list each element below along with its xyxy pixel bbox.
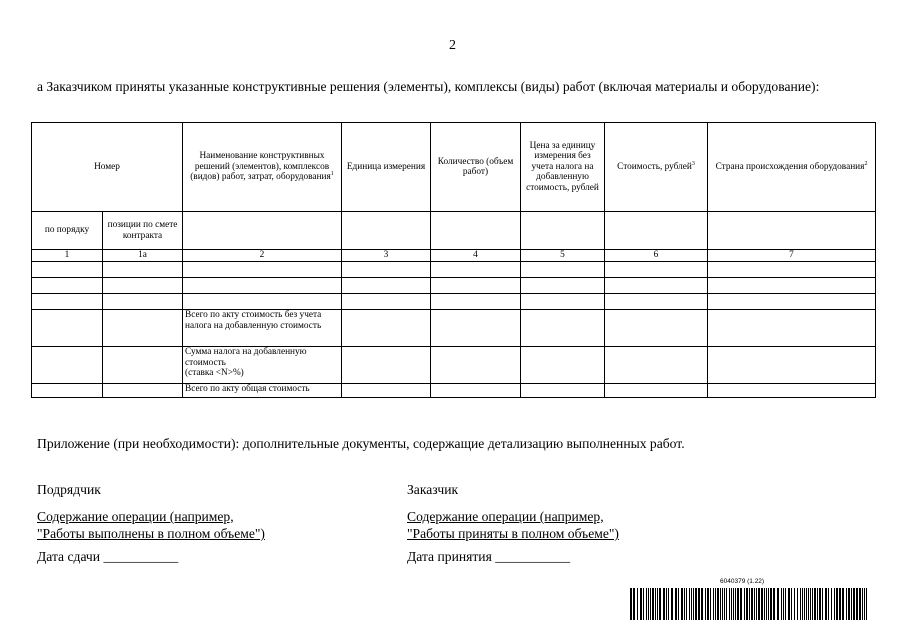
contractor-operation-line1: Содержание операции (например, [37,509,234,524]
works-table [31,122,876,398]
contractor-title: Подрядчик [37,482,101,497]
column-number: 1а [103,250,183,262]
header-qty: Количество (объем работ) [431,123,521,212]
header-cost: Стоимость, рублей$^3$ [605,123,708,212]
table-row [32,262,876,278]
header-name: Наименование конструктивных решений (элементов), комплексов (видов) работ, затрат, оборудования$^1$ [183,123,342,212]
customer-title: Заказчик [407,482,459,497]
table-row [32,278,876,294]
header-unit: Единица измерения [342,123,431,212]
header-row [32,123,876,212]
contractor-operation-line2: "Работы выполнены в полном объеме") [37,526,265,541]
column-number: 7 [708,250,876,262]
column-numbers-row [32,250,876,262]
subheader-row [32,212,876,250]
column-number: 1 [32,250,103,262]
total-label: Всего по акту общая стоимость [183,384,342,398]
header-price: Цена за единицу измерения без учета налога на добавленную стоимость, рублей [521,123,605,212]
column-number: 4 [431,250,521,262]
intro-text: а Заказчиком приняты указанные конструктивные решения (элементы), комплексы (виды) работ (включая материалы и оборудование): [37,79,820,94]
column-number: 3 [342,250,431,262]
vat-row [32,347,876,384]
header-by-order: по порядку [32,212,103,250]
customer-operation-line1: Содержание операции (например, [407,509,604,524]
table-row [32,294,876,310]
header-country: Страна происхождения оборудования$^2$ [708,123,876,212]
customer-date: Дата принятия ___________ [407,549,570,564]
header-number: Номер [32,123,183,212]
total-row [32,384,876,398]
column-number: 6 [605,250,708,262]
column-number: 2 [183,250,342,262]
customer-operation-line2: "Работы приняты в полном объеме") [407,526,619,541]
column-number: 5 [521,250,605,262]
appendix-note: Приложение (при необходимости): дополнительные документы, содержащие детализацию выполненных работ. [37,436,685,451]
barcode-image [630,588,870,620]
page-number: 2 [449,38,456,53]
barcode-caption: 6040379 (1.22) [720,578,765,585]
total-without-vat-label: Всего по акту стоимость без учета налога на добавленную стоимость [183,310,342,347]
contractor-date: Дата сдачи ___________ [37,549,179,564]
vat-label: Сумма налога на добавленную стоимость (ставка <N>%) [183,347,342,384]
header-by-estimate: позиции по смете контракта [103,212,183,250]
total-without-vat-row [32,310,876,347]
